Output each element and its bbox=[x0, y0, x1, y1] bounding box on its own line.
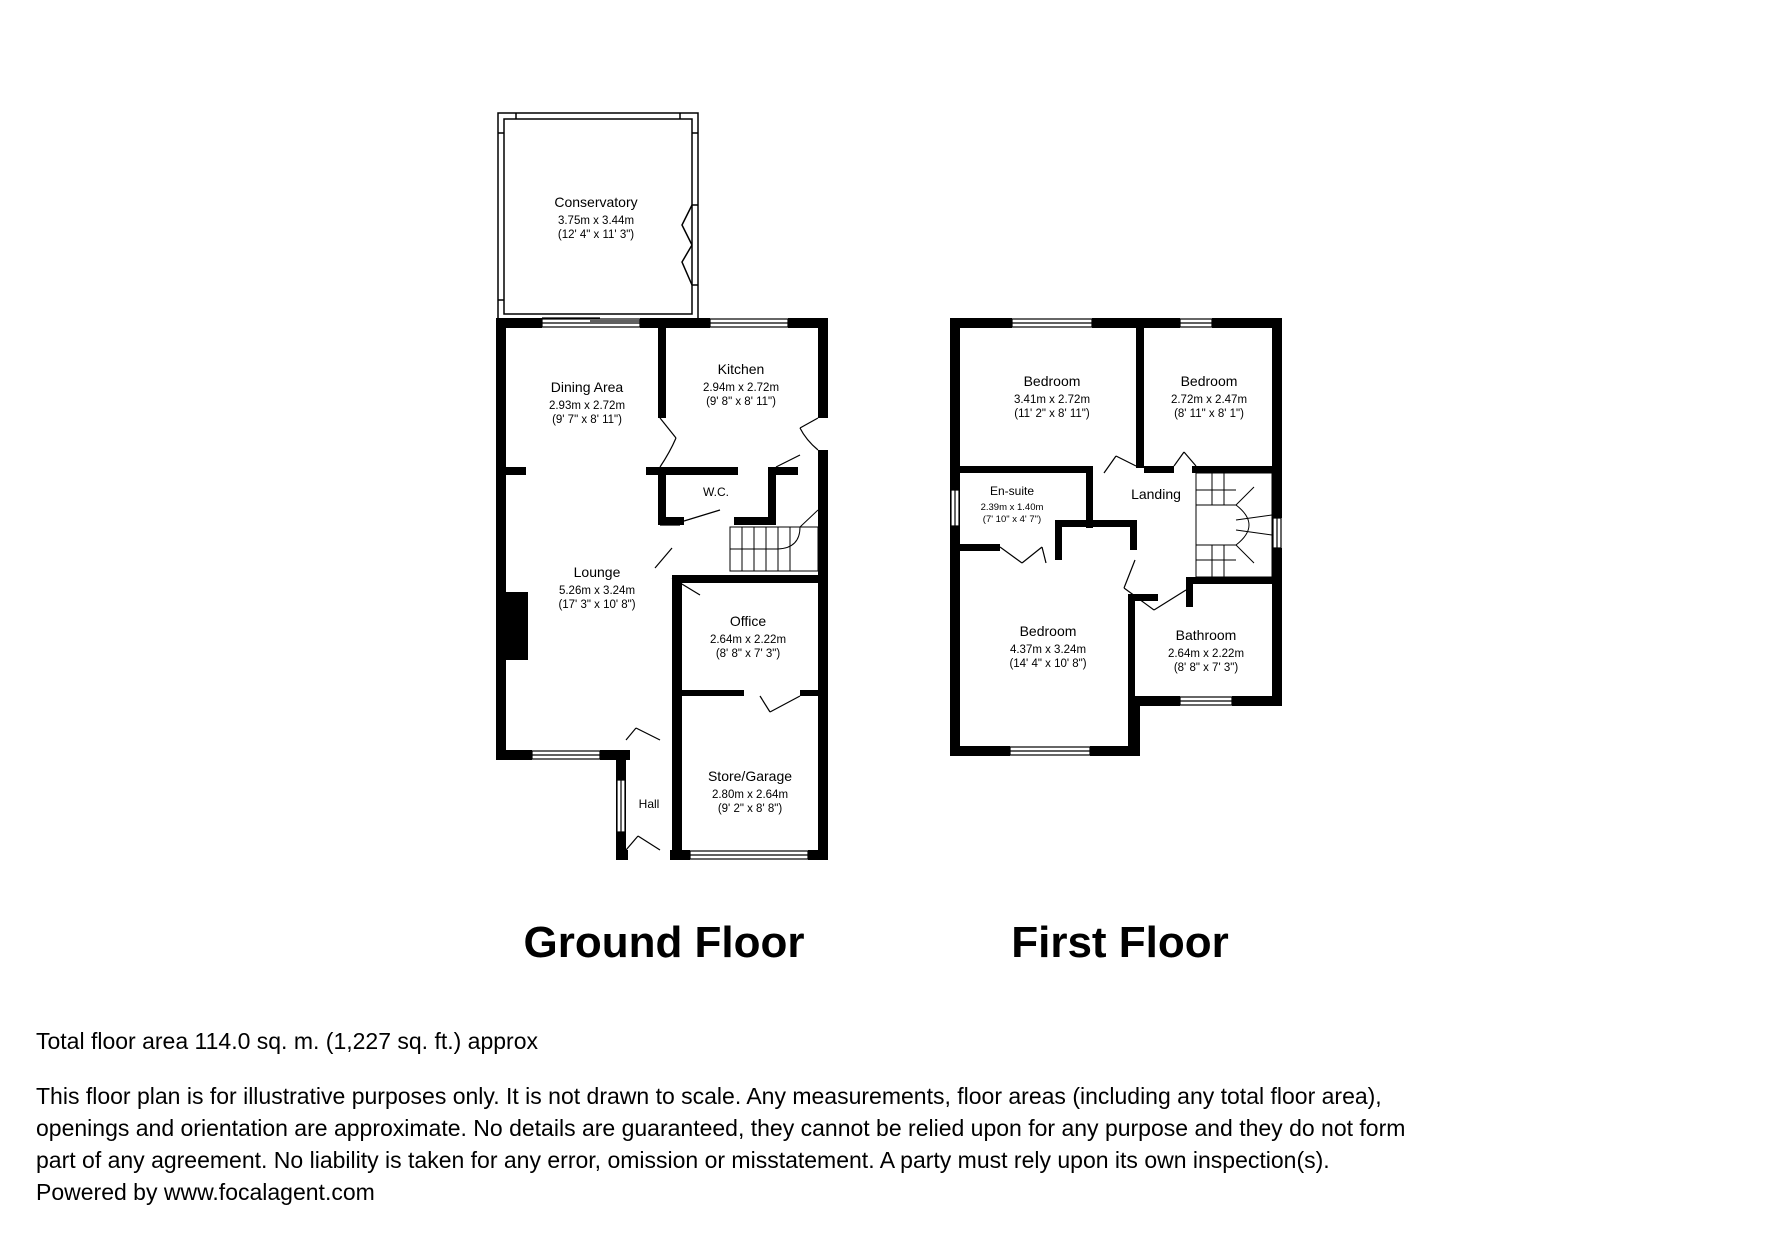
first-floor-doors bbox=[1000, 452, 1196, 610]
disclaimer bbox=[36, 1080, 1736, 1208]
bathroom-imperial: (8' 8" x 7' 3") bbox=[1173, 662, 1239, 674]
store-garage-imperial: (9' 2" x 8' 8") bbox=[717, 803, 783, 815]
landing-name: Landing bbox=[1131, 486, 1181, 502]
dining-area-imperial: (9' 7" x 8' 11") bbox=[552, 414, 622, 426]
first-floor-stairs bbox=[1196, 473, 1272, 577]
dining-area-name: Dining Area bbox=[550, 379, 624, 395]
lounge-metric: 5.26m x 3.24m bbox=[558, 585, 636, 597]
office-imperial: (8' 8" x 7' 3") bbox=[715, 648, 781, 660]
bedroom-1-name: Bedroom bbox=[1023, 373, 1081, 389]
en-suite-name: En-suite bbox=[989, 484, 1035, 498]
bedroom-1-imperial: (11' 2" x 8' 11") bbox=[1014, 408, 1090, 420]
ground-floor-title: Ground Floor bbox=[523, 918, 805, 967]
bedroom-3-name: Bedroom bbox=[1019, 623, 1077, 639]
store-garage-name: Store/Garage bbox=[707, 768, 793, 784]
bedroom-2-name: Bedroom bbox=[1180, 373, 1238, 389]
en-suite-metric: 2.39m x 1.40m bbox=[980, 502, 1044, 513]
kitchen-metric: 2.94m x 2.72m bbox=[702, 382, 780, 394]
ground-floor-plan bbox=[496, 113, 828, 860]
first-floor-title: First Floor bbox=[1011, 918, 1229, 967]
disclaimer-line: openings and orientation are approximate. No details are guaranteed, they cannot be relied upon for any purpose and they do not form bbox=[36, 1115, 1406, 1141]
kitchen-name: Kitchen bbox=[717, 361, 765, 377]
bathroom-name: Bathroom bbox=[1175, 627, 1237, 643]
disclaimer-line: This floor plan is for illustrative purposes only. It is not drawn to scale. Any measurements, floor areas (including any total floor area), bbox=[36, 1083, 1382, 1109]
bedroom-2-metric: 2.72m x 2.47m bbox=[1170, 394, 1248, 406]
office-name: Office bbox=[729, 613, 767, 629]
wc-name: W.C. bbox=[703, 485, 729, 499]
hall-name: Hall bbox=[638, 797, 660, 811]
office-metric: 2.64m x 2.22m bbox=[709, 634, 787, 646]
disclaimer-line: part of any agreement. No liability is taken for any error, omission or misstatement. A party must rely upon its own inspection(s). bbox=[36, 1147, 1330, 1173]
store-garage-metric: 2.80m x 2.64m bbox=[711, 789, 789, 801]
bedroom-2-imperial: (8' 11" x 8' 1") bbox=[1174, 408, 1244, 420]
bedroom-1-metric: 3.41m x 2.72m bbox=[1013, 394, 1091, 406]
dining-area-metric: 2.93m x 2.72m bbox=[548, 400, 626, 412]
conservatory-name: Conservatory bbox=[554, 194, 638, 210]
lounge-imperial: (17' 3" x 10' 8") bbox=[558, 599, 636, 611]
en-suite-imperial: (7' 10" x 4' 7") bbox=[982, 514, 1042, 525]
powered-by: Powered by www.focalagent.com bbox=[36, 1179, 375, 1205]
bathroom-metric: 2.64m x 2.22m bbox=[1167, 648, 1245, 660]
total-floor-area: Total floor area 114.0 sq. m. (1,227 sq. ft.) approx bbox=[36, 1028, 539, 1054]
kitchen-imperial: (9' 8" x 8' 11") bbox=[706, 396, 776, 408]
lounge-name: Lounge bbox=[573, 564, 621, 580]
room-labels bbox=[549, 194, 1247, 815]
conservatory-imperial: (12' 4" x 11' 3") bbox=[557, 229, 635, 241]
bedroom-3-metric: 4.37m x 3.24m bbox=[1009, 644, 1087, 656]
conservatory-metric: 3.75m x 3.44m bbox=[557, 215, 635, 227]
bedroom-3-imperial: (14' 4" x 10' 8") bbox=[1009, 658, 1087, 670]
